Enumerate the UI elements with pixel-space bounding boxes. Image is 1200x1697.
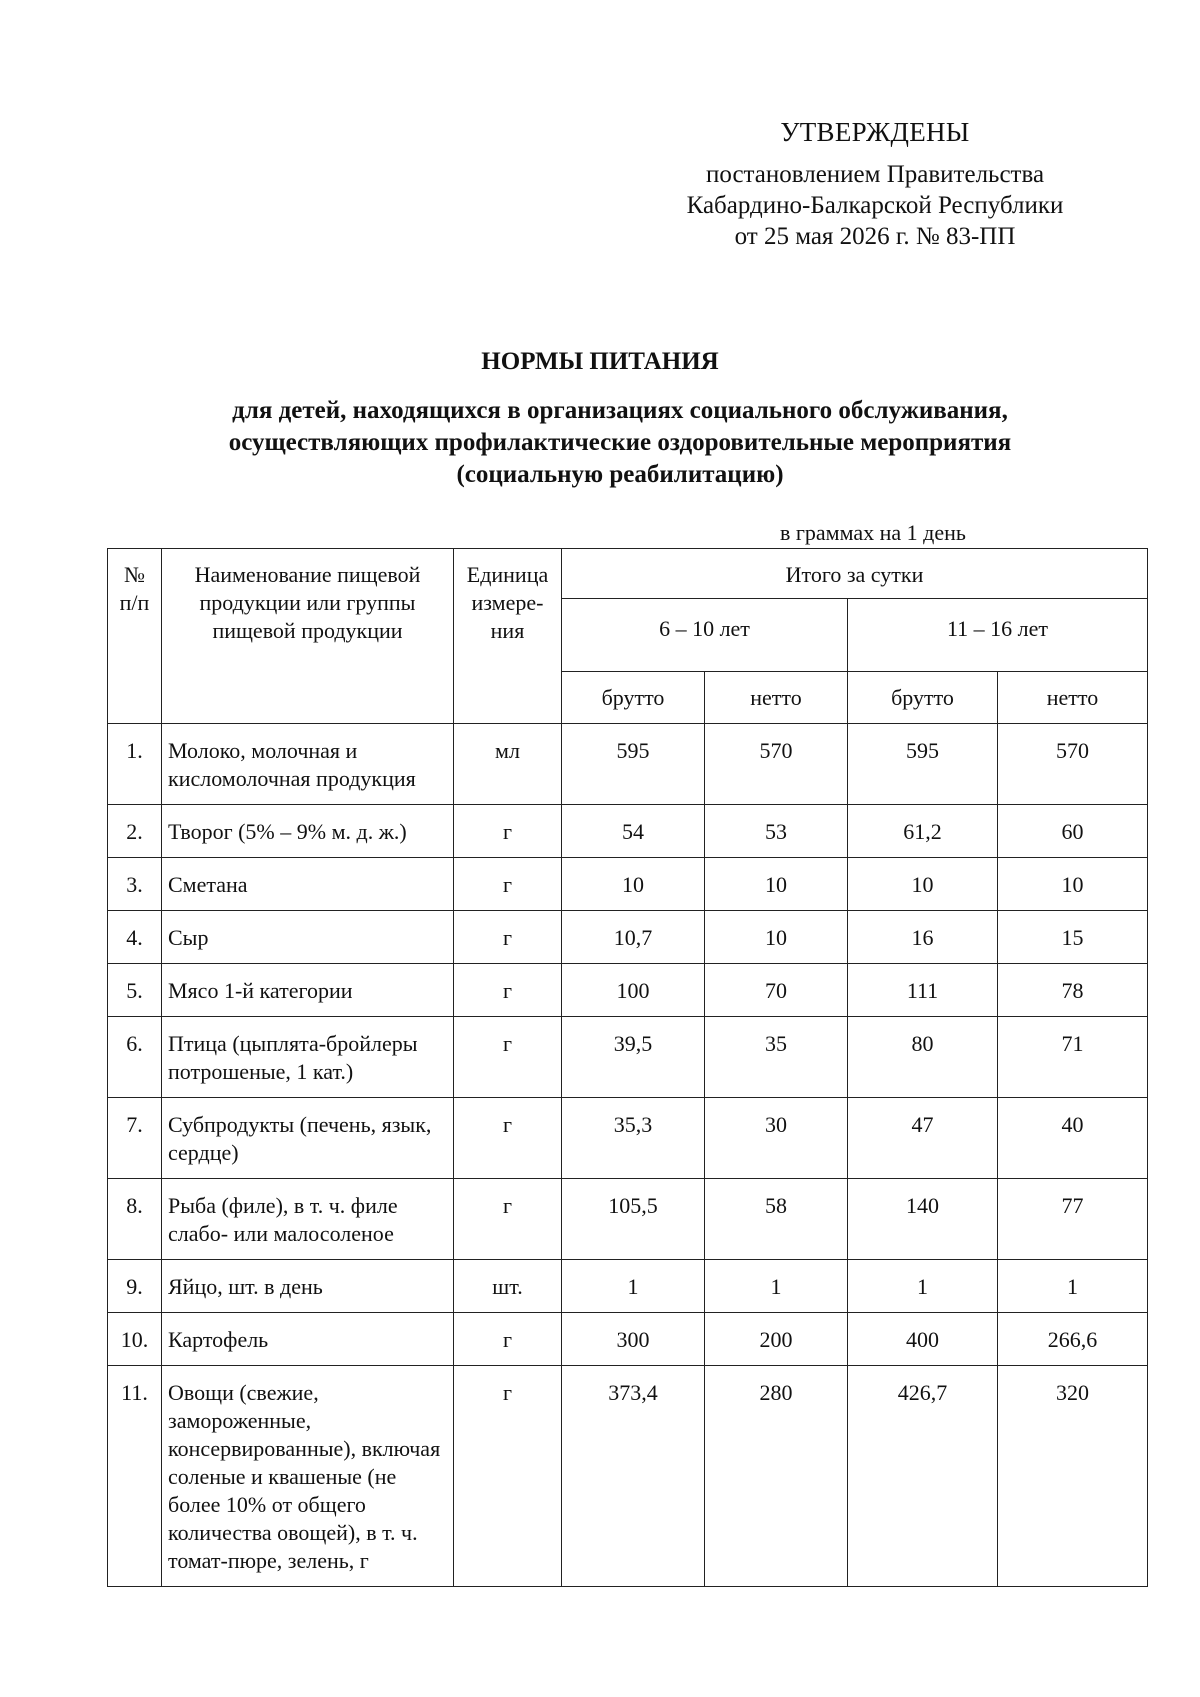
gross-11-16: 10 xyxy=(848,858,998,911)
gross-11-16: 61,2 xyxy=(848,805,998,858)
product-name: Птица (цыплята-бройлеры потрошеные, 1 кат.) xyxy=(162,1017,454,1098)
unit-of-measure: г xyxy=(454,858,562,911)
net-6-10: 10 xyxy=(705,858,848,911)
net-6-10: 70 xyxy=(705,964,848,1017)
header-total: Итого за сутки xyxy=(562,549,1148,599)
table-row xyxy=(108,1098,1148,1179)
header-age-6-10: 6 – 10 лет xyxy=(562,599,848,672)
gross-11-16: 140 xyxy=(848,1179,998,1260)
header-net: нетто xyxy=(998,672,1148,724)
product-name: Мясо 1-й категории xyxy=(162,964,454,1017)
approval-line: от 25 мая 2026 г. № 83-ПП xyxy=(734,223,1016,250)
approval-line: Кабардино-Балкарской Республики xyxy=(686,192,1064,219)
document-subtitle xyxy=(120,395,1120,491)
net-11-16: 78 xyxy=(998,964,1148,1017)
gross-6-10: 595 xyxy=(562,724,705,805)
net-11-16: 10 xyxy=(998,858,1148,911)
row-number: 6. xyxy=(108,1017,162,1098)
gross-6-10: 10 xyxy=(562,858,705,911)
subtitle-line: осуществляющих профилактические оздоровительные мероприятия xyxy=(228,429,1012,456)
net-11-16: 60 xyxy=(998,805,1148,858)
row-number: 4. xyxy=(108,911,162,964)
approval-line: постановлением Правительства xyxy=(705,161,1045,188)
table-row xyxy=(108,1179,1148,1260)
table-row xyxy=(108,911,1148,964)
unit-of-measure: г xyxy=(454,1179,562,1260)
table-row xyxy=(108,724,1148,805)
table-row xyxy=(108,1366,1148,1587)
subtitle-line: (социальную реабилитацию) xyxy=(456,461,784,488)
header-name: Наименование пищевой продукции или группы пищевой продукции xyxy=(162,549,454,724)
product-name: Сметана xyxy=(162,858,454,911)
gross-11-16: 426,7 xyxy=(848,1366,998,1587)
net-11-16: 570 xyxy=(998,724,1148,805)
gross-6-10: 373,4 xyxy=(562,1366,705,1587)
table-row xyxy=(108,1017,1148,1098)
table-row xyxy=(108,1313,1148,1366)
approval-heading: УТВЕРЖДЕНЫ xyxy=(780,117,970,147)
row-number: 1. xyxy=(108,724,162,805)
product-name: Овощи (свежие, замороженные, консервированные), включая соленые и квашеные (не более 10% от общего количества овощей), в т. ч. томат-пюре, зелень, г xyxy=(162,1366,454,1587)
unit-of-measure: г xyxy=(454,911,562,964)
unit-of-measure: г xyxy=(454,1017,562,1098)
header-num: № п/п xyxy=(108,549,162,724)
net-6-10: 200 xyxy=(705,1313,848,1366)
net-6-10: 280 xyxy=(705,1366,848,1587)
net-11-16: 1 xyxy=(998,1260,1148,1313)
product-name: Субпродукты (печень, язык, сердце) xyxy=(162,1098,454,1179)
row-number: 8. xyxy=(108,1179,162,1260)
unit-of-measure: г xyxy=(454,1313,562,1366)
net-6-10: 10 xyxy=(705,911,848,964)
product-name: Молоко, молочная и кисломолочная продукция xyxy=(162,724,454,805)
row-number: 5. xyxy=(108,964,162,1017)
net-6-10: 53 xyxy=(705,805,848,858)
row-number: 10. xyxy=(108,1313,162,1366)
document-title: НОРМЫ ПИТАНИЯ xyxy=(481,348,719,375)
gross-11-16: 595 xyxy=(848,724,998,805)
gross-11-16: 400 xyxy=(848,1313,998,1366)
unit-of-measure: г xyxy=(454,964,562,1017)
net-6-10: 35 xyxy=(705,1017,848,1098)
net-6-10: 570 xyxy=(705,724,848,805)
net-11-16: 320 xyxy=(998,1366,1148,1587)
gross-11-16: 16 xyxy=(848,911,998,964)
header-gross: брутто xyxy=(848,672,998,724)
net-11-16: 71 xyxy=(998,1017,1148,1098)
gross-6-10: 1 xyxy=(562,1260,705,1313)
unit-note: в граммах на 1 день xyxy=(780,520,966,545)
net-11-16: 266,6 xyxy=(998,1313,1148,1366)
subtitle-line: для детей, находящихся в организациях социального обслуживания, xyxy=(232,397,1008,424)
header-unit: Единица измере-ния xyxy=(454,549,562,724)
net-6-10: 1 xyxy=(705,1260,848,1313)
net-6-10: 30 xyxy=(705,1098,848,1179)
unit-of-measure: мл xyxy=(454,724,562,805)
row-number: 7. xyxy=(108,1098,162,1179)
net-11-16: 40 xyxy=(998,1098,1148,1179)
header-age-11-16: 11 – 16 лет xyxy=(848,599,1148,672)
table-row xyxy=(108,1260,1148,1313)
unit-of-measure: шт. xyxy=(454,1260,562,1313)
gross-6-10: 105,5 xyxy=(562,1179,705,1260)
product-name: Творог (5% – 9% м. д. ж.) xyxy=(162,805,454,858)
table-body xyxy=(108,724,1148,1587)
gross-6-10: 54 xyxy=(562,805,705,858)
gross-11-16: 47 xyxy=(848,1098,998,1179)
header-gross: брутто xyxy=(562,672,705,724)
product-name: Сыр xyxy=(162,911,454,964)
gross-6-10: 35,3 xyxy=(562,1098,705,1179)
net-11-16: 15 xyxy=(998,911,1148,964)
product-name: Яйцо, шт. в день xyxy=(162,1260,454,1313)
product-name: Рыба (филе), в т. ч. филе слабо- или малосоленое xyxy=(162,1179,454,1260)
unit-of-measure: г xyxy=(454,1366,562,1587)
unit-of-measure: г xyxy=(454,1098,562,1179)
gross-11-16: 80 xyxy=(848,1017,998,1098)
nutrition-norms-table xyxy=(107,548,1148,1587)
unit-of-measure: г xyxy=(454,805,562,858)
gross-11-16: 1 xyxy=(848,1260,998,1313)
table-row xyxy=(108,964,1148,1017)
gross-11-16: 111 xyxy=(848,964,998,1017)
gross-6-10: 10,7 xyxy=(562,911,705,964)
approval-block xyxy=(640,115,1110,252)
net-6-10: 58 xyxy=(705,1179,848,1260)
table-row xyxy=(108,858,1148,911)
gross-6-10: 100 xyxy=(562,964,705,1017)
row-number: 2. xyxy=(108,805,162,858)
row-number: 11. xyxy=(108,1366,162,1587)
gross-6-10: 39,5 xyxy=(562,1017,705,1098)
product-name: Картофель xyxy=(162,1313,454,1366)
table-row xyxy=(108,805,1148,858)
header-net: нетто xyxy=(705,672,848,724)
gross-6-10: 300 xyxy=(562,1313,705,1366)
row-number: 3. xyxy=(108,858,162,911)
row-number: 9. xyxy=(108,1260,162,1313)
net-11-16: 77 xyxy=(998,1179,1148,1260)
